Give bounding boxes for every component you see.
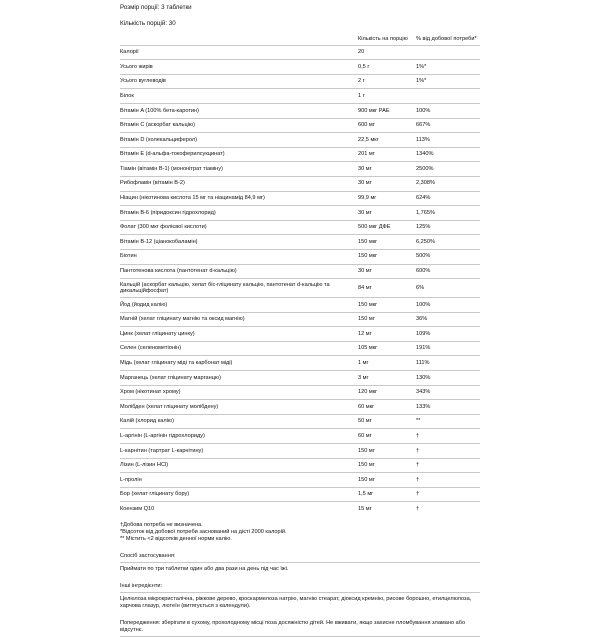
footnote: ** Містить <2 відсотків денної норми калію.: [120, 536, 232, 542]
table-row: [120, 429, 480, 444]
serving-info: [120, 4, 480, 28]
amount-per-serving: 15 мг: [358, 502, 416, 516]
table-row: [120, 147, 480, 162]
daily-value-percent: †: [416, 487, 480, 502]
amount-per-serving: 150 мкг: [358, 298, 416, 313]
daily-value-percent: 1%*: [416, 74, 480, 89]
amount-per-serving: 30 мг: [358, 206, 416, 221]
nutrient-name: Вітамін C (аскорбат кальцію): [120, 118, 358, 133]
amount-per-serving: 20: [358, 45, 416, 60]
table-row: [120, 414, 480, 429]
table-row: [120, 327, 480, 342]
table-row: [120, 298, 480, 313]
amount-per-serving: 60 мг: [358, 429, 416, 444]
daily-value-percent: 600%: [416, 264, 480, 279]
nutrient-name: Мідь (хелат гліцинату міді та карбонат міді): [120, 356, 358, 371]
amount-per-serving: 150 мг: [358, 312, 416, 327]
nutrient-name: Білок: [120, 89, 358, 104]
amount-per-serving: 150 мг: [358, 473, 416, 488]
amount-per-serving: 60 мкг: [358, 400, 416, 415]
table-row: [120, 103, 480, 118]
header-nutrient: [120, 36, 358, 45]
table-row: [120, 162, 480, 177]
nutrient-name: Калій (хлорид калію): [120, 414, 358, 429]
table-row: [120, 133, 480, 148]
table-row: [120, 444, 480, 459]
nutrient-name: Вітамін B-6 (піридоксин гідрохлорид): [120, 206, 358, 221]
daily-value-percent: [416, 45, 480, 60]
table-row: [120, 235, 480, 250]
daily-value-percent: 100%: [416, 103, 480, 118]
nutrient-name: Хром (нікотинат хрому): [120, 385, 358, 400]
nutrient-name: Коензим Q10: [120, 502, 358, 516]
daily-value-percent: 6%: [416, 279, 480, 298]
amount-per-serving: 120 мкг: [358, 385, 416, 400]
ingredients-section: [120, 583, 480, 610]
table-row: [120, 176, 480, 191]
amount-per-serving: 2 г: [358, 74, 416, 89]
nutrient-name: Цинк (хелат гліцинату цинку): [120, 327, 358, 342]
warning-text: Попередження: зберігати в сухому, прохолодному місці поза досяжністю дітей. Не вживати, якщо захисне пломбування зламано або відсутнє.: [120, 620, 480, 637]
amount-per-serving: 1 мг: [358, 356, 416, 371]
daily-value-percent: 343%: [416, 385, 480, 400]
table-row: [120, 341, 480, 356]
amount-per-serving: 201 мг: [358, 147, 416, 162]
table-row: [120, 400, 480, 415]
nutrient-name: Вітамін E (d-альфа-токоферилсукцинат): [120, 147, 358, 162]
table-row: [120, 220, 480, 235]
nutrient-name: Усього жирів: [120, 60, 358, 75]
daily-value-percent: [416, 89, 480, 104]
amount-per-serving: 84 мг: [358, 279, 416, 298]
amount-per-serving: 150 мкг: [358, 249, 416, 264]
amount-per-serving: 0,5 г: [358, 60, 416, 75]
amount-per-serving: 30 мг: [358, 264, 416, 279]
nutrient-name: Кальцій (аскорбат кальцію, хелат біс-гліцинату кальцію, пантотенат d-кальцію та дикальційфосфат): [120, 279, 358, 298]
daily-value-percent: 191%: [416, 341, 480, 356]
amount-per-serving: 50 мг: [358, 414, 416, 429]
ingredients-heading: Інші інгредієнти:: [120, 583, 480, 593]
nutrient-name: L-пролін: [120, 473, 358, 488]
amount-per-serving: 3 мг: [358, 371, 416, 386]
table-row: [120, 356, 480, 371]
table-row: [120, 118, 480, 133]
nutrient-name: Біотин: [120, 249, 358, 264]
table-row: [120, 279, 480, 298]
daily-value-percent: 100%: [416, 298, 480, 313]
daily-value-percent: 624%: [416, 191, 480, 206]
amount-per-serving: 500 мкг ДФЕ: [358, 220, 416, 235]
header-daily-value: % від добової потреби*: [416, 36, 480, 45]
serving-size: Розмір порції: 3 таблетки: [120, 4, 192, 11]
nutrient-name: Селен (селенометіонін): [120, 341, 358, 356]
table-row: [120, 264, 480, 279]
nutrient-name: Молібден (хелат гліцинату молібдену): [120, 400, 358, 415]
table-row: [120, 458, 480, 473]
daily-value-percent: †: [416, 458, 480, 473]
daily-value-percent: 130%: [416, 371, 480, 386]
table-header-row: [120, 36, 480, 45]
nutrient-name: Рибофлавін (вітамін B-2): [120, 176, 358, 191]
nutrient-name: Лізин (L-лізин HCl): [120, 458, 358, 473]
servings-count: Кількість порцій: 30: [120, 20, 176, 27]
nutrient-name: Пантотенова кислота (пантотенат d-кальцію): [120, 264, 358, 279]
amount-per-serving: 150 мг: [358, 444, 416, 459]
daily-value-percent: 6,250%: [416, 235, 480, 250]
table-row: [120, 473, 480, 488]
daily-value-percent: 113%: [416, 133, 480, 148]
daily-value-percent: †: [416, 473, 480, 488]
nutrient-name: L-аргінін (L-аргінін гідрохлориду): [120, 429, 358, 444]
table-row: [120, 45, 480, 60]
daily-value-percent: †: [416, 502, 480, 516]
nutrient-name: Тіамін (вітамін B-1) (мононітрат тіаміну): [120, 162, 358, 177]
daily-value-percent: 1%*: [416, 60, 480, 75]
amount-per-serving: 1,5 мг: [358, 487, 416, 502]
table-row: [120, 487, 480, 502]
footnote: †Добова потреба не визначена.: [120, 522, 203, 528]
table-row: [120, 89, 480, 104]
table-row: [120, 60, 480, 75]
nutrient-name: Фолат (300 мкг фолієвої кислоти): [120, 220, 358, 235]
daily-value-percent: †: [416, 444, 480, 459]
amount-per-serving: 1 г: [358, 89, 416, 104]
nutrient-name: L-карнітин (тартрат L-карнітину): [120, 444, 358, 459]
daily-value-percent: 667%: [416, 118, 480, 133]
table-row: [120, 74, 480, 89]
daily-value-percent: **: [416, 414, 480, 429]
nutrient-name: Бор (хелат гліцинату бору): [120, 487, 358, 502]
table-row: [120, 249, 480, 264]
table-row: [120, 206, 480, 221]
nutrient-name: Вітамін A (100% бета-каротин): [120, 103, 358, 118]
table-body: [120, 45, 480, 516]
nutrient-name: Ніацин (нікотинова кислота 15 мг та ніацинамід 84,9 мг): [120, 191, 358, 206]
usage-text: Приймати по три таблетки один або два рази на день під час їжі.: [120, 566, 289, 572]
footnote: *Відсоток від добової потреби заснований на дієті 2000 калорій.: [120, 529, 287, 535]
daily-value-percent: 36%: [416, 312, 480, 327]
amount-per-serving: 99,9 мг: [358, 191, 416, 206]
daily-value-percent: 133%: [416, 400, 480, 415]
amount-per-serving: 30 мг: [358, 176, 416, 191]
table-row: [120, 385, 480, 400]
header-amount: Кількість на порцію: [358, 36, 416, 45]
amount-per-serving: 150 мг: [358, 458, 416, 473]
amount-per-serving: 900 мкг РАЕ: [358, 103, 416, 118]
nutrition-table: [120, 36, 480, 516]
daily-value-percent: 1,765%: [416, 206, 480, 221]
amount-per-serving: 30 мг: [358, 162, 416, 177]
nutrient-name: Калорії: [120, 45, 358, 60]
daily-value-percent: 500%: [416, 249, 480, 264]
table-row: [120, 191, 480, 206]
ingredients-text: Целюлоза мікрокристалічна, ріжкове дерево, кроскармелоза натрію, магнію стеарат, діоксид кремнію, рисове борошно, етилцелюлоза, харчова глазур, лютеїн (витягується з календули).: [120, 596, 472, 609]
nutrient-name: Усього вуглеводів: [120, 74, 358, 89]
footnotes: [120, 522, 480, 543]
usage-heading: Спосіб застосування:: [120, 553, 480, 563]
table-row: [120, 312, 480, 327]
usage-section: [120, 553, 480, 573]
daily-value-percent: 1340%: [416, 147, 480, 162]
nutrient-name: Вітамін D (холекальциферол): [120, 133, 358, 148]
nutrient-name: Магній (хелат гліцинату магнію та оксид магнію): [120, 312, 358, 327]
amount-per-serving: 105 мкг: [358, 341, 416, 356]
amount-per-serving: 12 мг: [358, 327, 416, 342]
amount-per-serving: 150 мкг: [358, 235, 416, 250]
daily-value-percent: †: [416, 429, 480, 444]
daily-value-percent: 2500%: [416, 162, 480, 177]
table-row: [120, 371, 480, 386]
amount-per-serving: 22,5 мкг: [358, 133, 416, 148]
daily-value-percent: 111%: [416, 356, 480, 371]
daily-value-percent: 109%: [416, 327, 480, 342]
warning-section: [120, 620, 480, 637]
amount-per-serving: 600 мг: [358, 118, 416, 133]
daily-value-percent: 125%: [416, 220, 480, 235]
nutrient-name: Марганець (хелат гліцинату марганцю): [120, 371, 358, 386]
table-row: [120, 502, 480, 516]
nutrient-name: Йод (йодид калію): [120, 298, 358, 313]
nutrient-name: Вітамін B-12 (ціанокобаламін): [120, 235, 358, 250]
daily-value-percent: 2,308%: [416, 176, 480, 191]
